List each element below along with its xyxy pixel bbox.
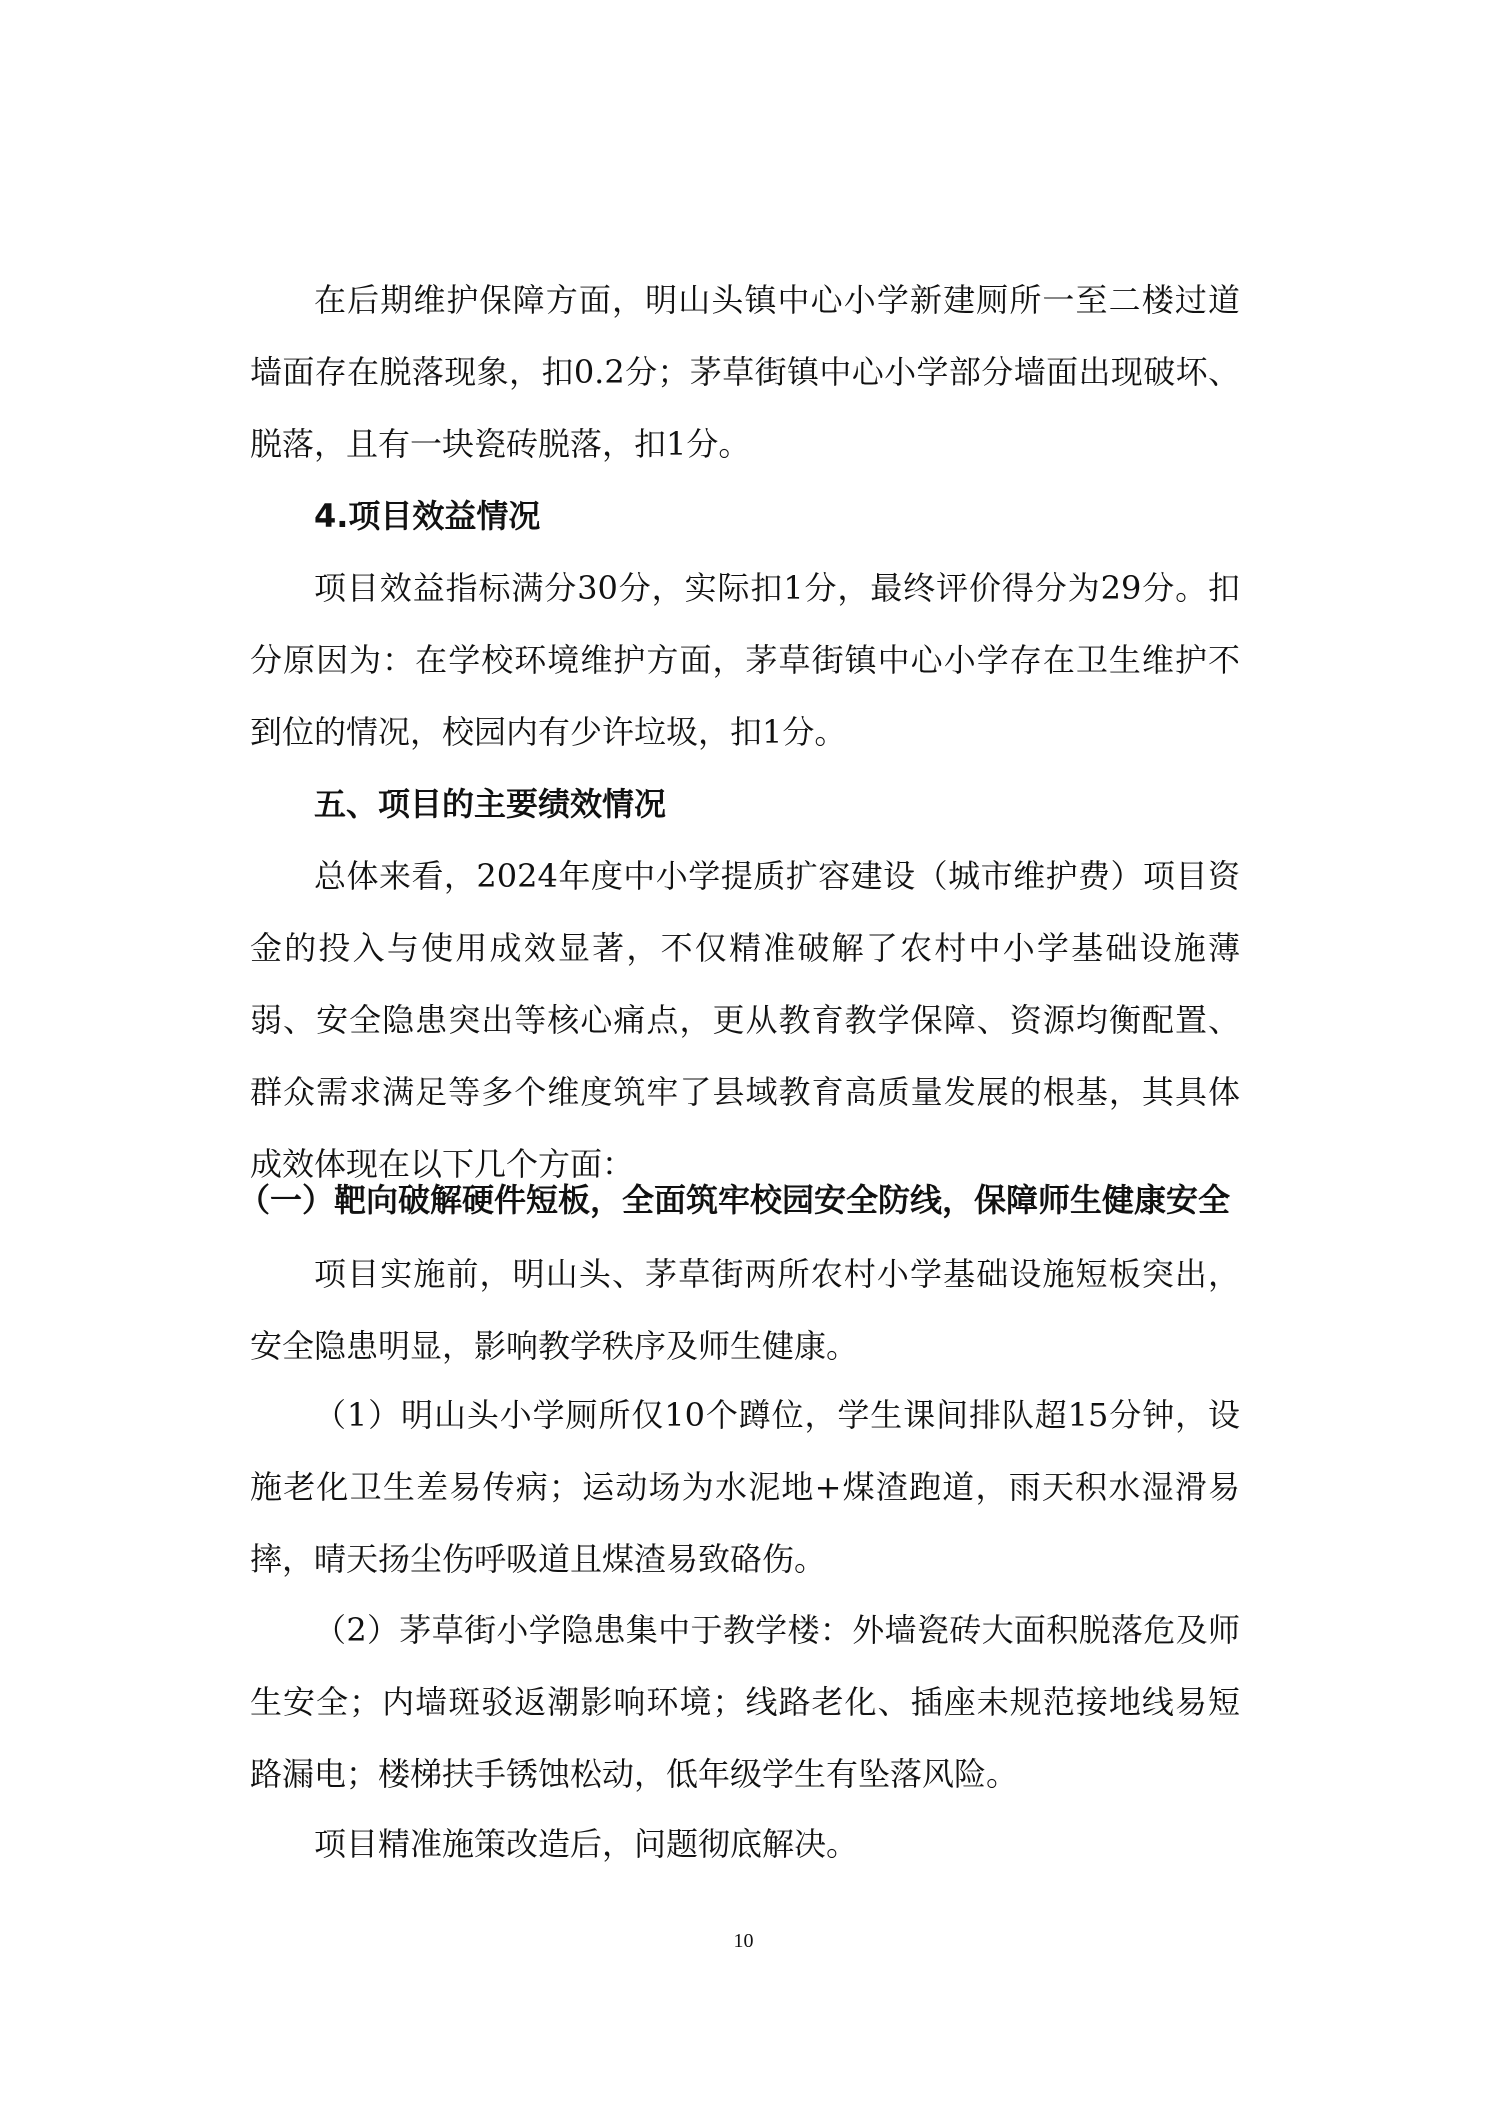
body-paragraph: （1）明山头小学厕所仅10个蹲位，学生课间排队超15分钟，设施老化卫生差易传病；运动场为水泥地+煤渣跑道，雨天积水湿滑易摔，晴天扬尘伤呼吸道且煤渣易致硌伤。: [250, 1396, 1240, 1578]
body-paragraph: 项目效益指标满分30分，实际扣1分，最终评价得分为29分。扣分原因为：在学校环境维护方面，茅草街镇中心小学存在卫生维护不到位的情况，校园内有少许垃圾，扣1分。: [250, 569, 1240, 751]
body-paragraph: 总体来看，2024年度中小学提质扩容建设（城市维护费）项目资金的投入与使用成效显著，不仅精准破解了农村中小学基础设施薄弱、安全隐患突出等核心痛点，更从教育教学保障、资源均衡配置、群众需求满足等多个维度筑牢了县域教育高质量发展的根基，其具体成效体现在以下几个方面：: [250, 857, 1240, 1183]
subsection-heading-hardware-safety: （一）靶向破解硬件短板，全面筑牢校园安全防线，保障师生健康安全: [238, 1181, 1231, 1219]
body-paragraph: （2）茅草街小学隐患集中于教学楼：外墙瓷砖大面积脱落危及师生安全；内墙斑驳返潮影响环境；线路老化、插座未规范接地线易短路漏电；楼梯扶手锈蚀松动，低年级学生有坠落风险。: [250, 1611, 1240, 1793]
body-paragraph: 项目实施前，明山头、茅草街两所农村小学基础设施短板突出，安全隐患明显，影响教学秩序及师生健康。: [250, 1255, 1240, 1365]
body-paragraph: 在后期维护保障方面，明山头镇中心小学新建厕所一至二楼过道墙面存在脱落现象，扣0.2分；茅草街镇中心小学部分墙面出现破坏、脱落，且有一块瓷砖脱落，扣1分。: [250, 281, 1240, 463]
page-number: 10: [733, 1930, 754, 1952]
body-paragraph: 项目精准施策改造后，问题彻底解决。: [314, 1825, 859, 1863]
section-heading-main-performance: 五、项目的主要绩效情况: [314, 785, 667, 823]
section-heading-project-benefits: 4.项目效益情况: [314, 497, 541, 535]
